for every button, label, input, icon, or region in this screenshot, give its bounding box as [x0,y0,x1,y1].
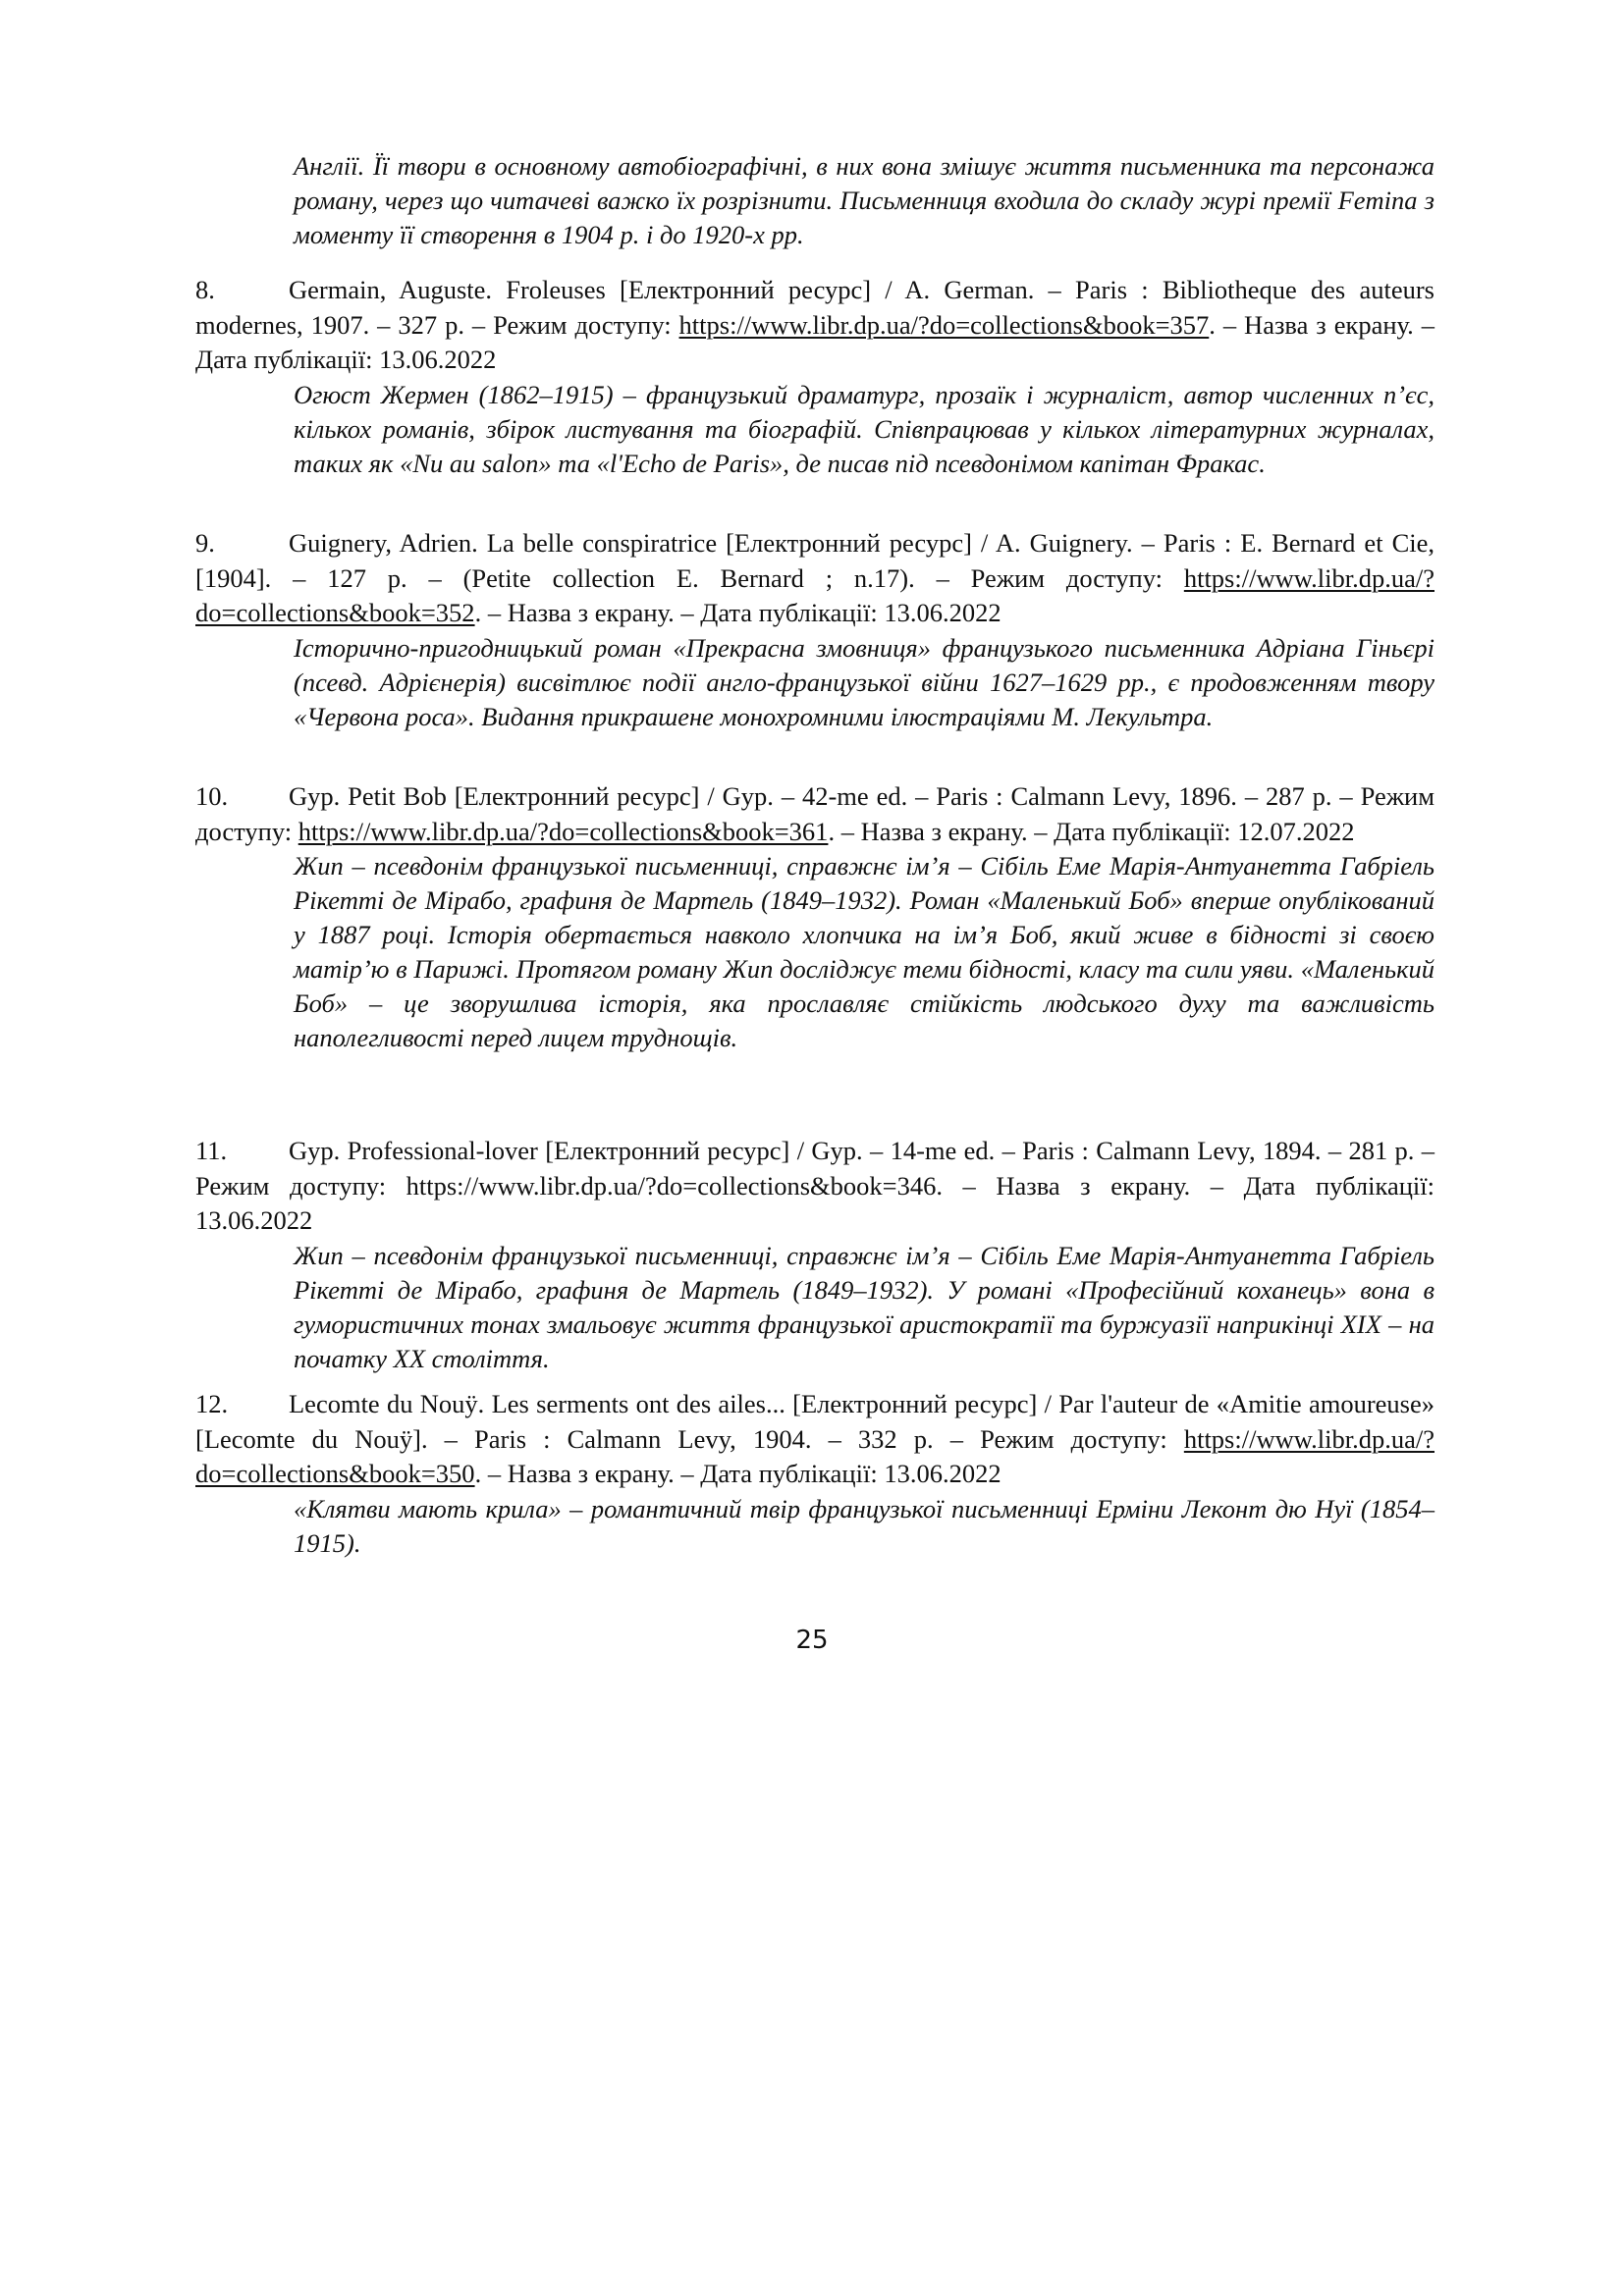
reference-body: Gyp. Petit Bob [Електронний ресурс] / Gyp. – 42-me ed. – Paris : Calmann Levy, 1896. – 287 p. – Режим доступу: [195,781,1435,846]
annotation-text: Жип – псевдонім французької письменниці, справжнє ім’я – Сібіль Еме Марія-Антуанетта Габріель Рікетті де Мірабо, графиня де Мартель (1849–1932). Роман «Маленький Боб» вперше опублікований у 1887 році. Історія обертається навколо хлопчика на ім’я Боб, який живе в бідності зі своєю матір’ю в Парижі. Протягом роману Жип досліджує теми бідності, класу та сили уяви. «Маленький Боб» – це зворушлива історія, яка прославляє стійкість людського духу та важливість наполегливості перед лицем труднощів. [294,851,1435,1052]
reference-text [195,1387,1435,1492]
entry-number: 9. [195,528,215,558]
reference-tail: . – Назва з екрану. – Дата публікації: 13.06.2022 [474,598,1001,627]
reference-tail: . – Назва з екрану. – Дата публікації: 13.06.2022 [195,309,1435,374]
bibliography-entry-8 [195,273,1435,481]
collection-link[interactable]: https://www.libr.dp.ua/?do=collections&book=357 [678,309,1210,340]
collection-link[interactable]: https://www.libr.dp.ua/?do=collections&book=350 [195,1423,1435,1488]
reference-body: Germain, Auguste. Froleuses [Електронний ресурс] / A. German. – Paris : Bibliotheque des auteurs modernes, 1907. – 327 p. – Режим доступу: [195,275,1435,340]
entry-number: 10. [195,781,229,811]
annotation-text: «Клятви мають крила» – романтичний твір французької письменниці Ерміни Леконт дю Нуї (1854–1915). [294,1493,1435,1558]
bibliography-entry-9 [195,526,1435,734]
reference-body: Guignery, Adrien. La belle conspiratrice [Електронний ресурс] / A. Guignery. – Paris : E. Bernard et Cie, [1904]. – 127 p. – (Petite collection E. Bernard ; n.17). – Режим доступу: [195,528,1435,593]
bibliography-entry-11 [195,1134,1435,1376]
annotation-text: Англії. Її твори в основному автобіографічні, в них вона змішує життя письменника та персонажа роману, через що читачеві важко їх розрізнити. Письменниця входила до складу журі премії Femina з моменту її створення в 1904 р. і до 1920-х рр. [294,151,1435,249]
reference-tail: . – Назва з екрану. – Дата публікації: 13.06.2022 [474,1459,1001,1488]
intro-annotation-block [195,149,1435,252]
bibliography-entry-12 [195,1387,1435,1561]
reference-tail: . – Назва з екрану. – Дата публікації: 12.07.2022 [828,816,1355,846]
collection-link[interactable]: https://www.libr.dp.ua/?do=collections&book=361 [298,816,829,846]
annotation-text: Історично-пригодницький роман «Прекрасна змовниця» французького письменника Адріана Гіньєрі (псевд. Адрієнерія) висвітлює події англо-французької війни 1627–1629 рр., є продовженням твору «Червона роса». Видання прикрашене монохромними ілюстраціями М. Лекультра. [294,632,1435,731]
reference-text [195,526,1435,631]
reference-text [195,1134,1435,1239]
reference-body: Lecomte du Nouÿ. Les serments ont des ailes... [Електронний ресурс] / Par l'auteur de «Amitie amoureuse» [Lecomte du Nouÿ]. – Paris : Calmann Levy, 1904. – 332 p. – Режим доступу: [195,1389,1435,1454]
entry-number: 11. [195,1136,228,1165]
annotation-text: Жип – псевдонім французької письменниці, справжнє ім’я – Сібіль Еме Марія-Антуанетта Габріель Рікетті де Мірабо, графиня де Мартель (1849–1932). У романі «Професійний коханець» вона в гумористичних тонах змальовує життя французької аристократії та буржуазії наприкінці XIX – на початку XX століття. [294,1240,1435,1373]
reference-text [195,779,1435,849]
bibliography-entry-10 [195,779,1435,1055]
annotation-text: Огюст Жермен (1862–1915) – французький драматург, прозаїк і журналіст, автор численних п’єс, кількох романів, збірок листування та біографій. Співпрацював у кількох літературних журналах, таких як «Nu au salon» та «l'Echo de Paris», де писав під псевдонімом капітан Фракас. [294,379,1435,478]
page-number: 25 [795,1626,829,1655]
reference-text [195,273,1435,378]
entry-number: 12. [195,1389,229,1418]
collection-link[interactable]: https://www.libr.dp.ua/?do=collections&book=352 [195,562,1435,627]
entry-number: 8. [195,275,215,304]
reference-body: Gyp. Professional-lover [Електронний ресурс] / Gyp. – 14-me ed. – Paris : Calmann Levy, 1894. – 281 p. – Режим доступу: https://www.libr.dp.ua/?do=collections&book=346. – Назва з екрану. – Дата публікації: 13.06.2022 [195,1136,1435,1235]
